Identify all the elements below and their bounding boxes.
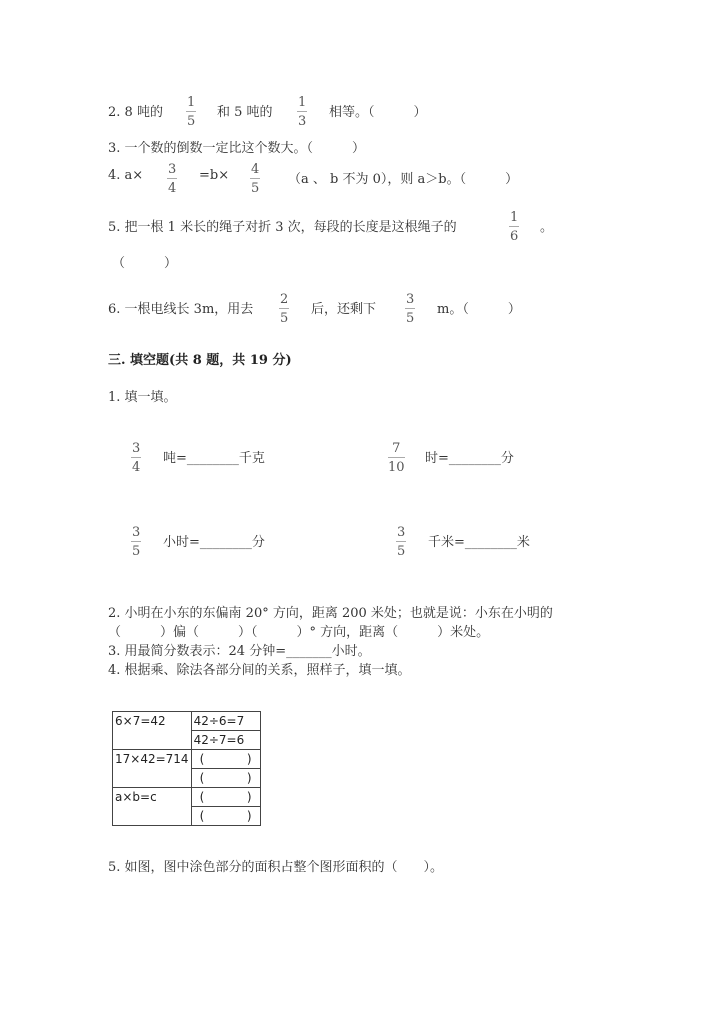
fraction: 3 5 <box>132 525 141 559</box>
fill-q1-title: 1. 填一填。 <box>108 390 177 405</box>
fraction: 2 5 <box>280 292 289 326</box>
fill-q1-item: 千米=________米 <box>428 535 530 550</box>
table-row <box>113 750 261 769</box>
fraction: 3 4 <box>132 441 141 475</box>
table-row <box>113 788 261 807</box>
judge-q3: 3. 一个数的倒数一定比这个数大。（ ） <box>108 141 366 156</box>
fraction: 3 5 <box>406 292 415 326</box>
judge-q4-text1: 4. a× <box>108 168 144 183</box>
fraction: 7 10 <box>388 441 405 475</box>
judge-q2-text3: 相等。（ ） <box>329 105 427 120</box>
fraction: 1 5 <box>187 95 196 129</box>
fill-q3: 3. 用最简分数表示：24 分钟=_______小时。 <box>108 644 371 659</box>
judge-q5-answer: （ ） <box>112 256 178 271</box>
judge-q5-text2: 。 <box>540 220 554 235</box>
table-cell: 6×7=42 <box>113 712 192 750</box>
judge-q6-text2: 后，还剩下 <box>311 302 377 317</box>
fraction: 4 5 <box>251 162 260 196</box>
judge-q2-text1: 2. 8 吨的 <box>108 105 163 120</box>
fill-q1-item: 吨=________千克 <box>163 451 265 466</box>
table-cell: 42÷7=6 <box>191 731 260 750</box>
fill-q5: 5. 如图，图中涂色部分的面积占整个图形面积的（ ）。 <box>108 860 444 875</box>
judge-q4-text3: （a 、 b 不为 0），则 a＞b。（ ） <box>288 172 519 187</box>
table-row <box>113 712 261 731</box>
judge-q4-text2: =b× <box>199 168 230 183</box>
judge-q5-text1: 5. 把一根 1 米长的绳子对折 3 次，每段的长度是这根绳子的 <box>108 220 457 235</box>
section-title: 三. 填空题(共 8 题，共 19 分) <box>108 353 292 368</box>
table-cell: 17×42=714 <box>113 750 192 788</box>
fill-q1-item: 小时=________分 <box>163 535 265 550</box>
answer-cell[interactable]: ( ) <box>191 750 260 769</box>
table-cell: 42÷6=7 <box>191 712 260 731</box>
judge-q6-text3: m。（ ） <box>437 302 521 317</box>
fill-q1-item: 时=________分 <box>425 451 514 466</box>
fraction: 3 5 <box>397 525 406 559</box>
fill-q2-line2: （ ）偏（ ）（ ）° 方向，距离（ ）米处。 <box>108 625 490 640</box>
answer-cell[interactable]: ( ) <box>191 769 260 788</box>
fill-q4: 4. 根据乘、除法各部分间的关系，照样子，填一填。 <box>108 663 411 678</box>
fraction: 3 4 <box>168 162 177 196</box>
fraction: 1 6 <box>510 210 519 244</box>
table-cell: a×b=c <box>113 788 192 826</box>
relation-table <box>112 711 261 826</box>
judge-q6-text1: 6. 一根电线长 3m，用去 <box>108 302 254 317</box>
judge-q2-text2: 和 5 吨的 <box>217 105 273 120</box>
answer-cell[interactable]: ( ) <box>191 788 260 807</box>
answer-cell[interactable]: ( ) <box>191 807 260 826</box>
fill-q2-line1: 2. 小明在小东的东偏南 20° 方向，距离 200 米处；也就是说：小东在小明的 <box>108 606 553 621</box>
fraction: 1 3 <box>298 95 307 129</box>
